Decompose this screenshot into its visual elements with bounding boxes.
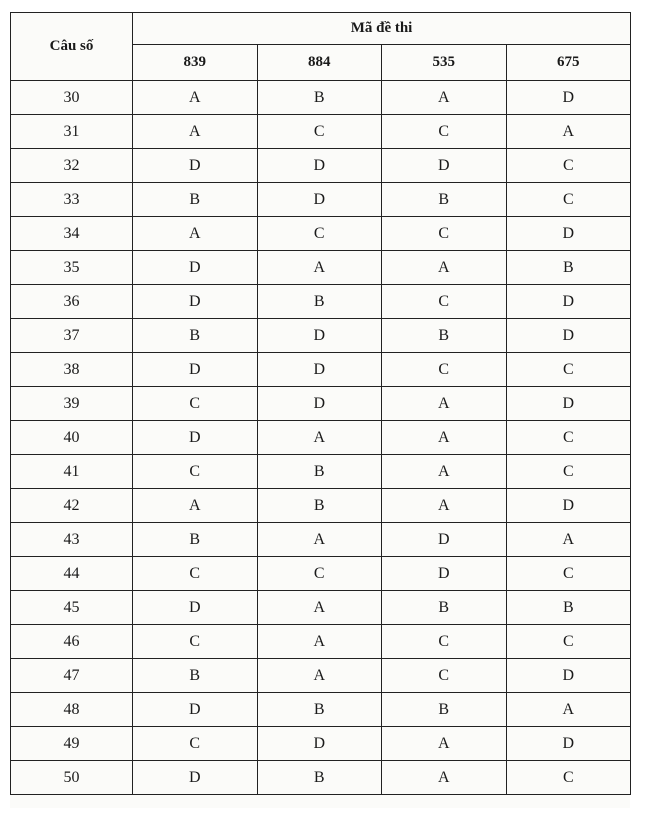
question-number-cell: 39 <box>11 387 133 421</box>
answer-cell: A <box>257 659 382 693</box>
answer-cell: A <box>257 251 382 285</box>
answer-cell: A <box>506 115 631 149</box>
table-row <box>11 693 631 727</box>
table-row <box>11 625 631 659</box>
answer-key-table <box>10 12 631 795</box>
answer-cell: A <box>257 421 382 455</box>
answer-cell: D <box>506 387 631 421</box>
question-number-cell: 50 <box>11 761 133 795</box>
answer-cell: A <box>257 625 382 659</box>
header-row <box>11 13 631 45</box>
answer-cell: B <box>257 693 382 727</box>
answer-cell: C <box>382 353 507 387</box>
table-row <box>11 387 631 421</box>
answer-cell: D <box>382 557 507 591</box>
answer-cell: B <box>257 285 382 319</box>
answer-cell: D <box>133 761 258 795</box>
table-row <box>11 81 631 115</box>
answer-cell: C <box>506 557 631 591</box>
answer-cell: D <box>257 353 382 387</box>
table-row <box>11 115 631 149</box>
answer-cell: A <box>382 727 507 761</box>
question-number-cell: 46 <box>11 625 133 659</box>
table-row <box>11 557 631 591</box>
exam-code-cell: 675 <box>506 45 631 81</box>
question-number-cell: 45 <box>11 591 133 625</box>
answer-cell: D <box>133 693 258 727</box>
question-number-header: Câu số <box>11 13 133 81</box>
question-number-cell: 47 <box>11 659 133 693</box>
answer-cell: D <box>133 421 258 455</box>
answer-cell: A <box>506 523 631 557</box>
answer-cell: A <box>382 387 507 421</box>
answer-cell: C <box>257 115 382 149</box>
answer-cell: A <box>133 81 258 115</box>
table-row <box>11 421 631 455</box>
answer-cell: D <box>506 659 631 693</box>
table-row <box>11 319 631 353</box>
answer-cell: C <box>506 353 631 387</box>
answer-cell: B <box>382 693 507 727</box>
answer-cell: A <box>257 591 382 625</box>
table-row <box>11 149 631 183</box>
answer-cell: D <box>506 285 631 319</box>
answer-cell: A <box>506 693 631 727</box>
question-number-cell: 33 <box>11 183 133 217</box>
question-number-cell: 34 <box>11 217 133 251</box>
question-number-cell: 43 <box>11 523 133 557</box>
question-number-cell: 40 <box>11 421 133 455</box>
answer-cell: A <box>382 761 507 795</box>
answer-cell: B <box>382 183 507 217</box>
answer-cell: C <box>257 217 382 251</box>
answer-cell: B <box>382 591 507 625</box>
answer-cell: C <box>133 727 258 761</box>
answer-cell: D <box>506 319 631 353</box>
table-row <box>11 761 631 795</box>
answer-cell: A <box>382 421 507 455</box>
answer-cell: B <box>257 81 382 115</box>
answer-cell: C <box>506 455 631 489</box>
answer-cell: D <box>133 251 258 285</box>
answer-cell: C <box>133 455 258 489</box>
exam-code-header: Mã đề thi <box>133 13 631 45</box>
answer-cell: D <box>133 149 258 183</box>
answer-cell: D <box>382 523 507 557</box>
question-number-cell: 32 <box>11 149 133 183</box>
table-row <box>11 659 631 693</box>
answer-cell: D <box>506 81 631 115</box>
answer-cell: B <box>257 489 382 523</box>
table-row <box>11 489 631 523</box>
question-number-cell: 49 <box>11 727 133 761</box>
answer-cell: A <box>382 489 507 523</box>
answer-key-sheet <box>10 12 630 808</box>
answer-cell: A <box>382 251 507 285</box>
answer-cell: A <box>382 455 507 489</box>
answer-cell: A <box>133 489 258 523</box>
question-number-cell: 42 <box>11 489 133 523</box>
answer-cell: D <box>133 353 258 387</box>
question-number-cell: 41 <box>11 455 133 489</box>
exam-code-cell: 535 <box>382 45 507 81</box>
question-number-cell: 38 <box>11 353 133 387</box>
answer-cell: D <box>257 149 382 183</box>
answer-cell: B <box>257 455 382 489</box>
answer-cell: D <box>133 285 258 319</box>
answer-cell: D <box>257 319 382 353</box>
answer-cell: A <box>133 217 258 251</box>
answer-cell: B <box>133 319 258 353</box>
answer-cell: B <box>133 659 258 693</box>
answer-cell: C <box>506 149 631 183</box>
answer-cell: C <box>382 115 507 149</box>
table-row <box>11 217 631 251</box>
answer-cell: B <box>382 319 507 353</box>
table-row <box>11 353 631 387</box>
question-number-cell: 36 <box>11 285 133 319</box>
question-number-cell: 44 <box>11 557 133 591</box>
answer-cell: A <box>133 115 258 149</box>
answer-cell: B <box>133 523 258 557</box>
answer-cell: C <box>506 625 631 659</box>
exam-code-cell: 839 <box>133 45 258 81</box>
answer-cell: C <box>506 183 631 217</box>
answer-cell: C <box>382 625 507 659</box>
answer-cell: C <box>506 761 631 795</box>
answer-cell: B <box>506 251 631 285</box>
question-number-cell: 37 <box>11 319 133 353</box>
exam-code-cell: 884 <box>257 45 382 81</box>
answer-cell: C <box>506 421 631 455</box>
answer-cell: D <box>257 183 382 217</box>
answer-cell: C <box>133 387 258 421</box>
table-row <box>11 591 631 625</box>
table-row <box>11 285 631 319</box>
answer-cell: C <box>133 557 258 591</box>
answer-cell: D <box>257 727 382 761</box>
table-row <box>11 455 631 489</box>
answer-cell: A <box>257 523 382 557</box>
answer-cell: B <box>257 761 382 795</box>
table-row <box>11 251 631 285</box>
answer-cell: B <box>506 591 631 625</box>
answer-cell: D <box>257 387 382 421</box>
table-row <box>11 183 631 217</box>
question-number-cell: 35 <box>11 251 133 285</box>
answer-cell: D <box>382 149 507 183</box>
answer-cell: A <box>382 81 507 115</box>
answer-cell: C <box>257 557 382 591</box>
question-number-cell: 30 <box>11 81 133 115</box>
table-row <box>11 523 631 557</box>
answer-cell: B <box>133 183 258 217</box>
answer-cell: D <box>506 727 631 761</box>
answer-cell: C <box>382 659 507 693</box>
answer-cell: C <box>133 625 258 659</box>
table-row <box>11 727 631 761</box>
answer-cell: C <box>382 285 507 319</box>
question-number-cell: 31 <box>11 115 133 149</box>
answer-cell: C <box>382 217 507 251</box>
answer-cell: D <box>506 217 631 251</box>
answer-cell: D <box>133 591 258 625</box>
answer-cell: D <box>506 489 631 523</box>
answer-rows <box>11 81 631 795</box>
question-number-cell: 48 <box>11 693 133 727</box>
